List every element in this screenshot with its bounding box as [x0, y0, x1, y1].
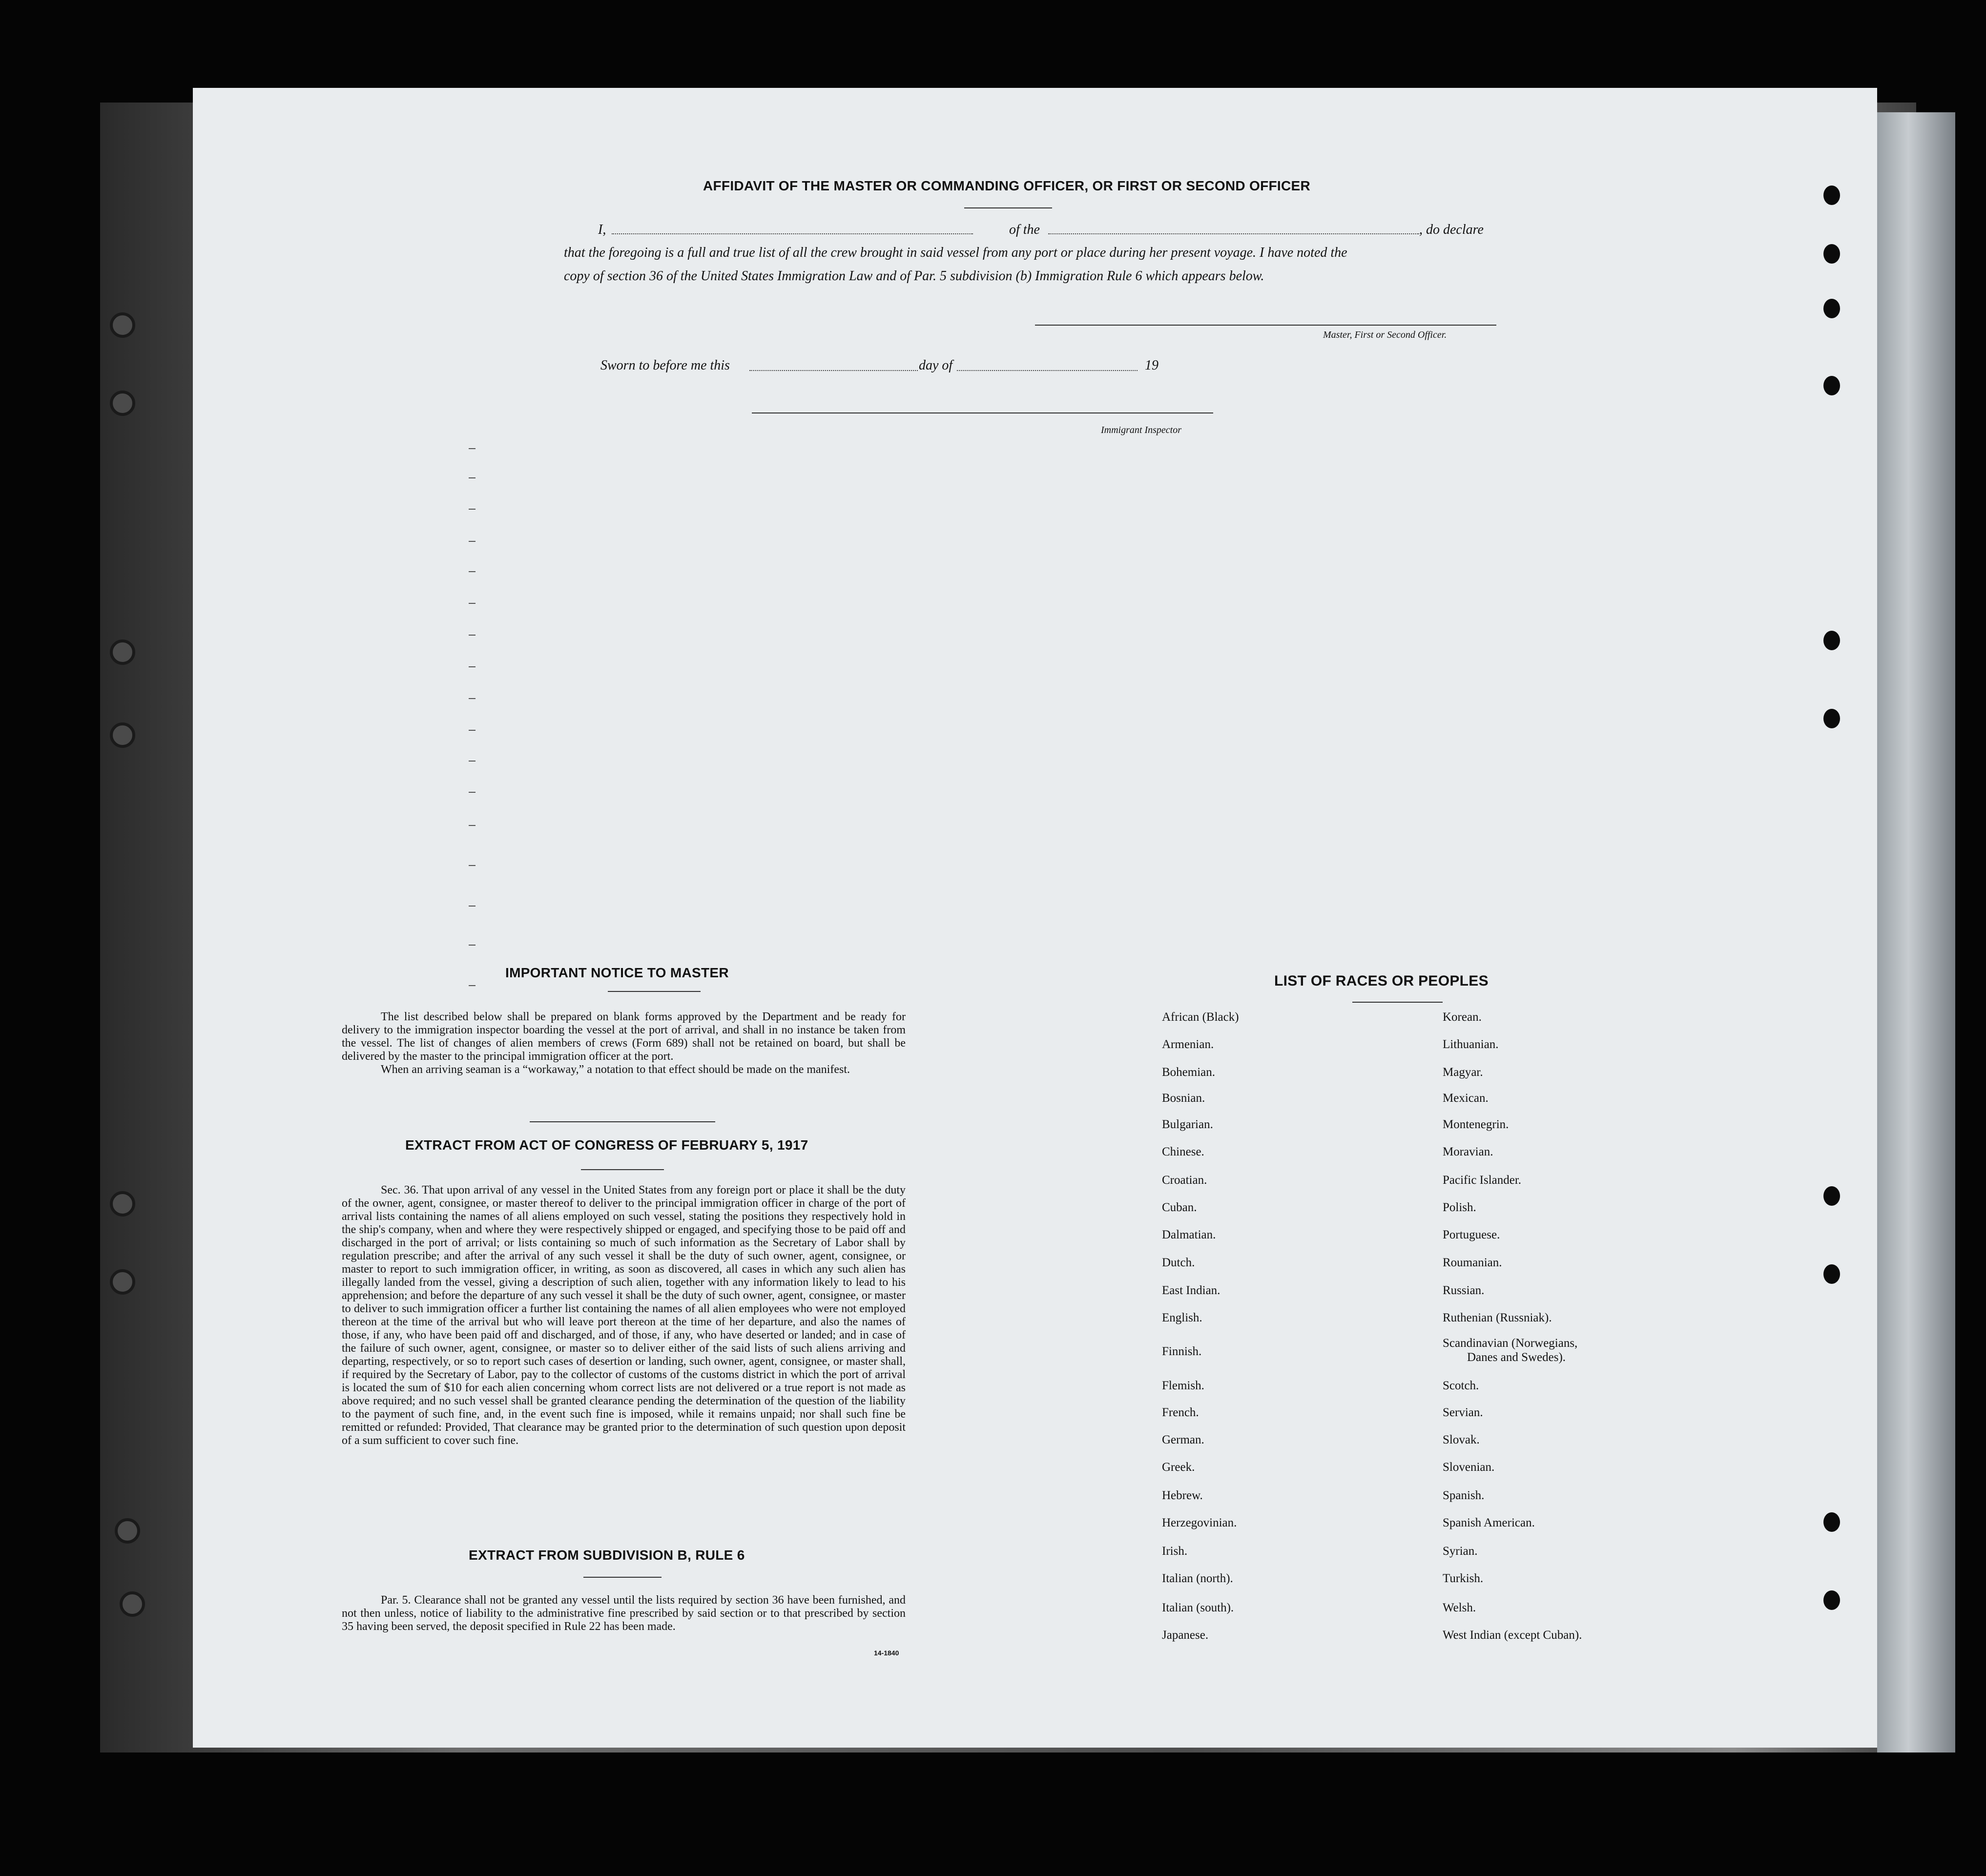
affidavit-title: AFFIDAVIT OF THE MASTER OR COMMANDING OFFICER, OR FIRST OR SECOND OFFICER — [703, 178, 1311, 193]
race-item: Irish. — [1162, 1545, 1188, 1558]
sworn-mid: day of — [919, 358, 953, 373]
punch-hole — [1823, 244, 1840, 264]
race-item: Scandinavian (Norwegians, — [1443, 1337, 1578, 1350]
extract2-title: EXTRACT FROM SUBDIVISION B, RULE 6 — [469, 1547, 745, 1563]
affidavit-line3: copy of section 36 of the United States Immigration Law and of Par. 5 subdivision (b) Immigration Rule 6 which appears below. — [564, 268, 1264, 284]
sworn-year: 19 — [1145, 358, 1158, 373]
day-blank[interactable] — [749, 370, 918, 371]
punch-hole — [1823, 1186, 1840, 1206]
race-item: Servian. — [1443, 1406, 1483, 1419]
race-item: Welsh. — [1443, 1601, 1476, 1614]
binder-ring — [110, 312, 135, 338]
signature-caption: Master, First or Second Officer. — [1323, 330, 1447, 340]
notice-text — [342, 1010, 906, 1076]
race-item: Pacific Islander. — [1443, 1174, 1522, 1187]
tick-mark — [469, 603, 476, 604]
affidavit-line1-end: , do declare — [1419, 222, 1484, 237]
tick-mark — [469, 730, 476, 731]
extract2-paragraph: Par. 5. Clearance shall not be granted any vessel until the lists required by section 36 have been furnished, and not then unless, notice of liability to the administrative fine prescribed by said section or to that prescribed by section 35 having been served, the deposit specified in Rule 22 has been made. — [342, 1594, 906, 1633]
extract1-text — [342, 1184, 906, 1447]
affidavit-line1-mid: of the — [1009, 222, 1040, 237]
sworn-start: Sworn to before me this — [600, 358, 730, 373]
tick-mark — [469, 666, 476, 667]
binder-ring — [110, 1191, 135, 1216]
race-item: Bohemian. — [1162, 1066, 1216, 1079]
tick-mark — [469, 945, 476, 946]
month-blank[interactable] — [957, 370, 1138, 371]
race-item: Spanish. — [1443, 1489, 1485, 1502]
punch-hole — [1823, 1264, 1840, 1284]
race-item: French. — [1162, 1406, 1199, 1419]
race-item: Moravian. — [1443, 1145, 1493, 1158]
race-item: Flemish. — [1162, 1379, 1204, 1392]
divider — [1352, 1002, 1443, 1003]
notice-title: IMPORTANT NOTICE TO MASTER — [505, 965, 729, 980]
affidavit-line1-start: I, — [598, 222, 606, 237]
tick-mark — [469, 541, 476, 542]
race-item: Armenian. — [1162, 1038, 1214, 1051]
divider — [608, 991, 701, 992]
extract1-paragraph: Sec. 36. That upon arrival of any vessel in the United States from any foreign port or place it shall be the duty of the owner, agent, consignee, or master thereof to deliver to the principal immigration officer in charge of the port of arrival lists containing the names of all aliens employed on such vessel, stating the positions they respectively hold in the ship's company, when and where they were respectively shipped or engaged, and specifying those to be paid off and discharged in the port of arrival; or lists containing so much of such information as the Secretary of Labor shall by regulation prescribe; and after the arrival of any such vessel it shall be the duty of such owner, agent, consignee, or master to report to such immigration officer, in writing, as soon as discovered, all cases in which any such alien has illegally landed from the vessel, giving a description of such alien, together with any information likely to lead to his apprehension; and before the departure of any such vessel it shall be the duty of such owner, agent, consignee, or master to deliver to such immigration officer a further list containing the names of all alien employees who were not employed thereon at the time of the arrival but who will leave port thereon at the time of her departure, and also the names of those, if any, who have been paid off and discharged, and of those, if any, who have deserted or landed; and in case of the failure of such owner, agent, consignee, or master so to deliver either of the said lists of such aliens arriving and departing, respectively, or so to report such cases of desertion or landing, such owner, agent, consignee, or master shall, if required by the Secretary of Labor, pay to the collector of customs of the customs district in which the port of arrival is located the sum of $10 for each alien concerning whom correct lists are not delivered or a true report is not made as above required; and no such vessel shall be granted clearance pending the determination of the question of the liability to the payment of such fine, and, in the event such fine is imposed, while it remains unpaid; nor shall such fine be remitted or refunded: Provided, That clearance may be granted prior to the determination of such question upon deposit of a sum sufficient to cover such fine. — [342, 1184, 906, 1447]
binder-ring — [110, 1269, 135, 1295]
race-item: Croatian. — [1162, 1174, 1207, 1187]
race-item: Cuban. — [1162, 1201, 1197, 1214]
divider — [964, 207, 1052, 208]
race-item: East Indian. — [1162, 1284, 1221, 1297]
binder-ring — [120, 1591, 145, 1617]
race-item: Portuguese. — [1443, 1228, 1500, 1241]
tick-mark — [469, 792, 476, 793]
race-item: Japanese. — [1162, 1629, 1209, 1642]
race-item: Mexican. — [1443, 1092, 1489, 1105]
tick-mark — [469, 761, 476, 762]
tick-mark — [469, 825, 476, 826]
race-item: Herzegovinian. — [1162, 1516, 1237, 1529]
signature-line[interactable] — [1035, 325, 1496, 326]
race-item: Spanish American. — [1443, 1516, 1535, 1529]
punch-hole — [1823, 631, 1840, 650]
race-item: Greek. — [1162, 1461, 1195, 1474]
punch-hole — [1823, 299, 1840, 318]
race-item: Magyar. — [1443, 1066, 1483, 1079]
binder-ring — [115, 1518, 140, 1544]
race-item: Chinese. — [1162, 1145, 1204, 1158]
punch-hole — [1823, 1590, 1840, 1610]
form-number: 14-1840 — [874, 1649, 899, 1657]
race-item: Korean. — [1443, 1010, 1482, 1024]
race-item: Polish. — [1443, 1201, 1476, 1214]
extract1-title: EXTRACT FROM ACT OF CONGRESS OF FEBRUARY 5, 1917 — [405, 1137, 808, 1153]
tick-mark — [469, 635, 476, 636]
tick-mark — [469, 906, 476, 907]
punch-hole — [1823, 186, 1840, 205]
inspector-caption: Immigrant Inspector — [1101, 425, 1181, 435]
divider — [581, 1169, 664, 1170]
binder-edge — [1877, 112, 1955, 1752]
race-item: Danes and Swedes). — [1467, 1351, 1566, 1364]
race-item: Finnish. — [1162, 1345, 1202, 1358]
tick-mark — [469, 509, 476, 510]
race-item: Scotch. — [1443, 1379, 1479, 1392]
punch-hole — [1823, 376, 1840, 395]
race-item: Slovak. — [1443, 1433, 1480, 1446]
binder-ring — [110, 722, 135, 748]
race-item: German. — [1162, 1433, 1204, 1446]
punch-hole — [1823, 709, 1840, 728]
race-item: English. — [1162, 1311, 1202, 1324]
affidavit-line2: that the foregoing is a full and true list of all the crew brought in said vessel from any port or place during her present voyage. I have noted the — [564, 245, 1347, 260]
race-item: Roumanian. — [1443, 1256, 1502, 1269]
tick-mark — [469, 448, 476, 449]
race-item: Slovenian. — [1443, 1461, 1495, 1474]
race-item: West Indian (except Cuban). — [1443, 1629, 1582, 1642]
name-blank[interactable] — [612, 233, 973, 234]
tick-mark — [469, 571, 476, 572]
race-item: Syrian. — [1443, 1545, 1478, 1558]
vessel-blank[interactable] — [1048, 233, 1419, 234]
tick-mark — [469, 865, 476, 866]
race-item: Bulgarian. — [1162, 1118, 1213, 1131]
race-item: Italian (south). — [1162, 1601, 1234, 1614]
notice-para-1: The list described below shall be prepared on blank forms approved by the Department and be ready for delivery to the immigration inspector boarding the vessel at the port of arrival, and shall in no instance be taken from the vessel. The list of changes of alien members of crews (Form 689) shall not be retained on board, but shall be delivered by the master to the principal immigration officer at the port. — [342, 1010, 906, 1063]
race-item: Dutch. — [1162, 1256, 1195, 1269]
binder-ring — [110, 391, 135, 416]
punch-hole — [1823, 1512, 1840, 1532]
tick-mark — [469, 698, 476, 699]
divider — [530, 1121, 715, 1122]
notice-para-2: When an arriving seaman is a “workaway,” a notation to that effect should be made on the manifest. — [381, 1063, 850, 1076]
race-item: Bosnian. — [1162, 1092, 1205, 1105]
race-item: Dalmatian. — [1162, 1228, 1216, 1241]
race-item: Turkish. — [1443, 1572, 1484, 1585]
race-item: Hebrew. — [1162, 1489, 1203, 1502]
tick-mark — [469, 985, 476, 986]
race-item: Italian (north). — [1162, 1572, 1233, 1585]
tick-mark — [469, 477, 476, 478]
race-item: Montenegrin. — [1443, 1118, 1509, 1131]
race-item: Ruthenian (Russniak). — [1443, 1311, 1552, 1324]
races-title: LIST OF RACES OR PEOPLES — [1274, 973, 1489, 989]
inspector-signature-line[interactable] — [752, 412, 1213, 413]
divider — [583, 1577, 662, 1578]
race-item: Lithuanian. — [1443, 1038, 1499, 1051]
extract2-text — [342, 1594, 906, 1633]
document-page — [193, 88, 1877, 1748]
race-item: Russian. — [1443, 1284, 1485, 1297]
binder-ring — [110, 639, 135, 665]
race-item: African (Black) — [1162, 1010, 1239, 1024]
